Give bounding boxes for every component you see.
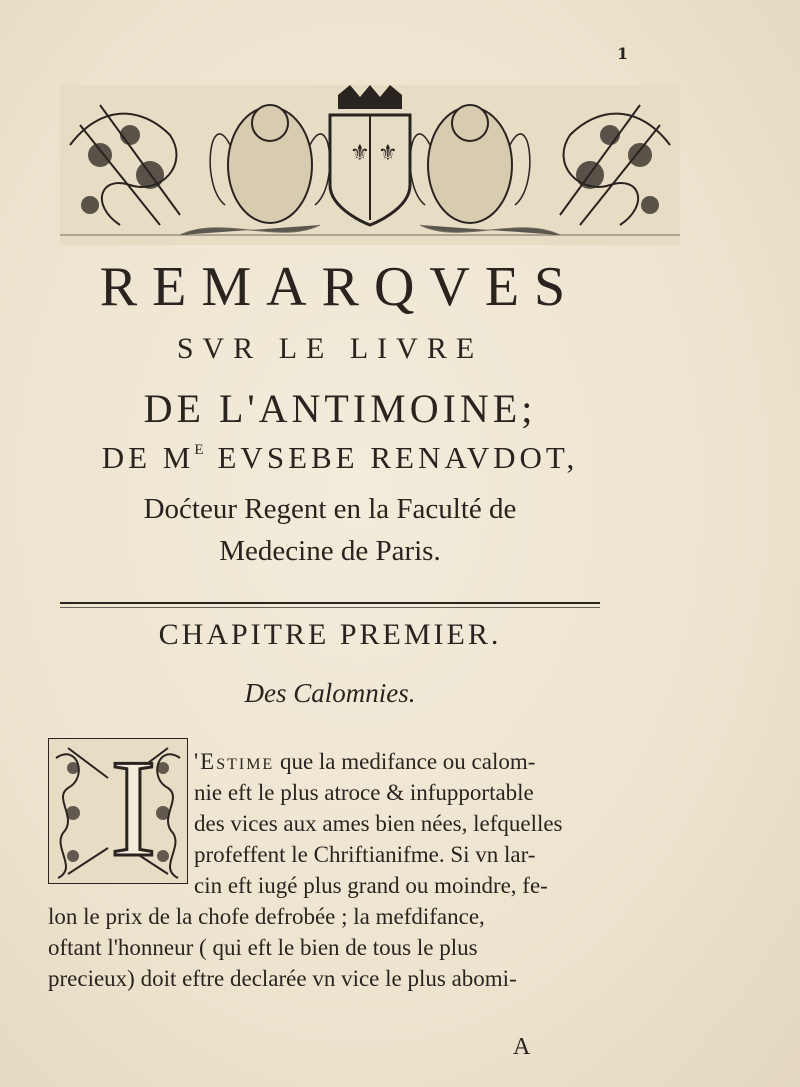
text-line-4: profeffent le Chriftianifme. Si vn lar- (194, 842, 536, 867)
svg-text:⚜: ⚜ (350, 141, 370, 166)
chapter-subtitle: Des Calomnies. (244, 678, 416, 708)
title-line-4a: Doćteur Regent en la Faculté de (143, 493, 517, 525)
text-line-1-rest: que la medifance ou calom- (279, 749, 536, 774)
chapter-heading: CHAPITRE PREMIER. (158, 618, 502, 651)
ornamental-initial (48, 731, 188, 886)
text-line-5: cin eft iugé plus grand ou moindre, fe- (194, 873, 548, 898)
title-line-4 (50, 488, 610, 572)
signature-mark: A (513, 1034, 531, 1060)
title-line-1: SVR LE LIVRE (176, 332, 484, 365)
text-line-2: nie eft le plus atroce & infupportable (194, 780, 534, 805)
title-line-3-prefix: DE M (101, 440, 195, 475)
title-line-3-superscript: E (194, 442, 204, 458)
text-line-1 (194, 746, 535, 777)
page-number: 1 (617, 44, 629, 63)
divider-rule (60, 602, 600, 604)
ornamental-headpiece (60, 85, 680, 245)
title-line-3 (40, 440, 640, 476)
title-main: REMARQVES (99, 256, 581, 318)
first-word: 'Estime (194, 749, 275, 774)
text-line-6: lon le prix de la chofe defrobée ; la mefdifance, (48, 904, 485, 929)
title-line-2: DE L'ANTIMOINE; (143, 386, 537, 431)
divider-rule-thin (60, 607, 600, 608)
text-line-3: des vices aux ames bien nées, lefquelles (194, 811, 563, 836)
text-line-7: oftant l'honneur ( qui eft le bien de tous le plus (48, 935, 478, 960)
svg-text:⚜: ⚜ (378, 141, 398, 166)
initial-letter: I (110, 731, 157, 886)
text-line-8: precieux) doit eftre declarée vn vice le plus abomi- (48, 966, 517, 991)
title-line-4b: Medecine de Paris. (219, 535, 441, 567)
title-line-3-name: EVSEBE RENAVDOT, (217, 440, 579, 475)
